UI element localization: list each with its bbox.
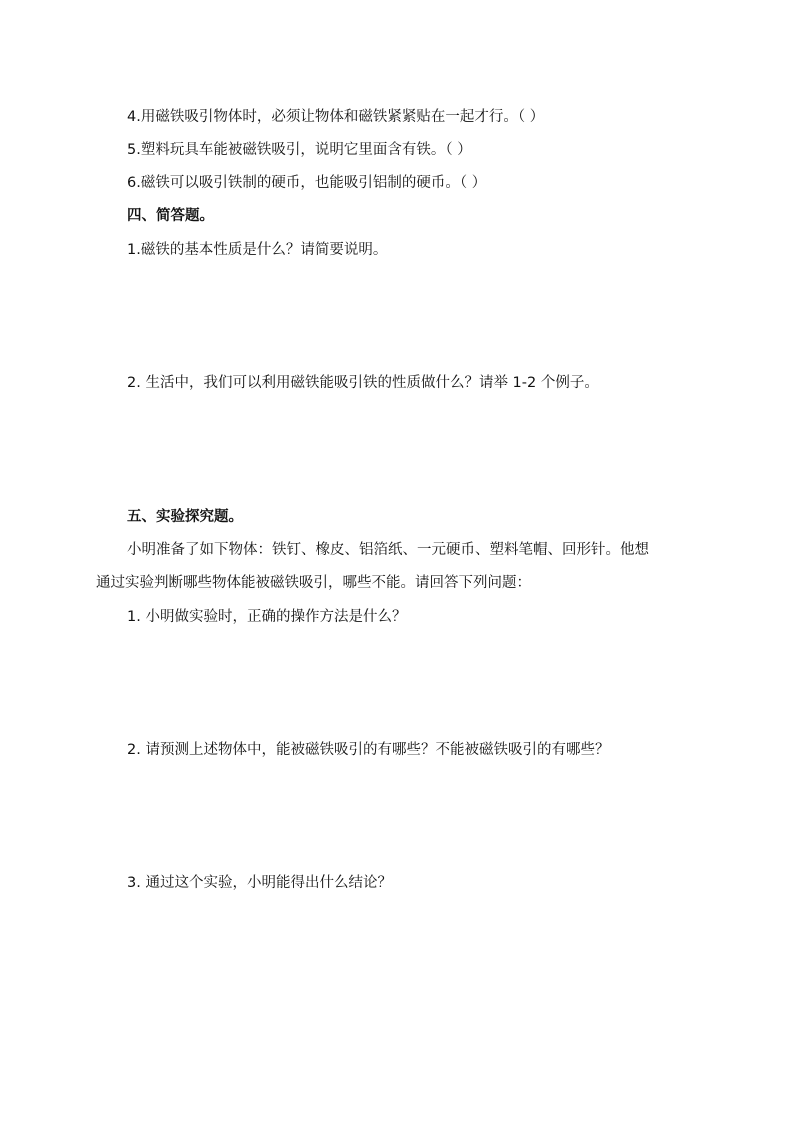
section-heading-experiment: 五、实验探究题。 bbox=[127, 509, 243, 525]
experiment-intro-line-1: 小明准备了如下物体：铁钉、橡皮、铝箔纸、一元硬币、塑料笔帽、回形针。他想 bbox=[127, 542, 649, 558]
experiment-question-3: 3. 通过这个实验，小明能得出什么结论？ bbox=[127, 875, 392, 891]
judgement-item-4: 4.用磁铁吸引物体时，必须让物体和磁铁紧紧贴在一起才行。（ ） bbox=[127, 109, 545, 125]
judgement-item-5: 5.塑料玩具车能被磁铁吸引，说明它里面含有铁。（ ） bbox=[127, 142, 472, 158]
short-answer-question-1: 1.磁铁的基本性质是什么？请简要说明。 bbox=[127, 242, 388, 258]
short-answer-question-2: 2. 生活中，我们可以利用磁铁能吸引铁的性质做什么？请举 1-2 个例子。 bbox=[127, 375, 599, 391]
experiment-question-1: 1. 小明做实验时，正确的操作方法是什么？ bbox=[127, 609, 407, 625]
experiment-question-2: 2. 请预测上述物体中，能被磁铁吸引的有哪些？不能被磁铁吸引的有哪些？ bbox=[127, 742, 610, 758]
judgement-item-6: 6.磁铁可以吸引铁制的硬币，也能吸引铝制的硬币。（ ） bbox=[127, 175, 487, 191]
experiment-intro-line-2: 通过实验判断哪些物体能被磁铁吸引，哪些不能。请回答下列问题： bbox=[96, 575, 531, 591]
section-heading-short-answer: 四、简答题。 bbox=[127, 208, 214, 224]
